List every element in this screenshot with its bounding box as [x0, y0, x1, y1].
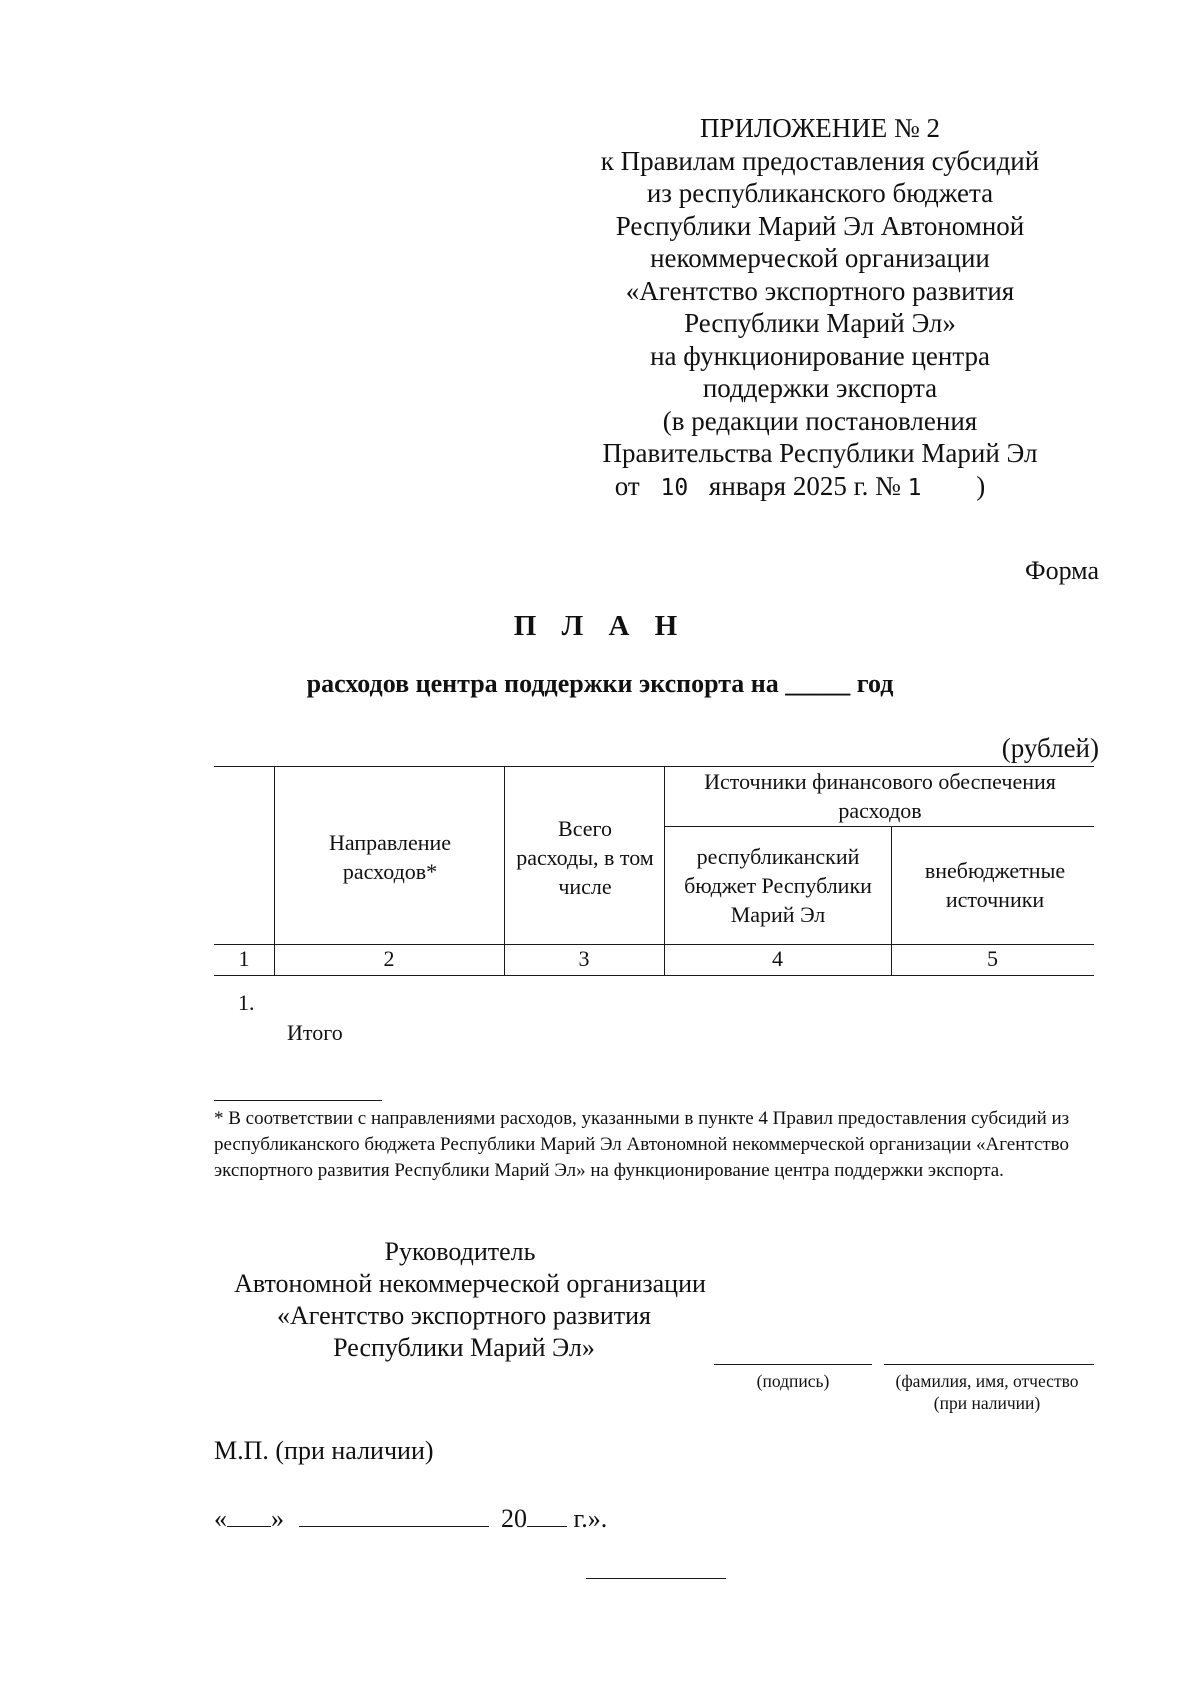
table-row-total-label: Итого: [287, 1020, 343, 1045]
table-numbers-bottom: [214, 975, 1094, 976]
signatory-line: «Агентство экспортного развития: [276, 1301, 652, 1330]
signature-underline: [714, 1364, 872, 1365]
column-number: 1: [238, 946, 250, 971]
name-caption: (фамилия, имя, отчество: [895, 1371, 1079, 1391]
date-prefix: от: [614, 470, 640, 501]
column-number: 2: [383, 946, 395, 971]
closing-rule: [586, 1578, 726, 1579]
form-label: Форма: [1025, 556, 1099, 585]
annex-line: Республики Марий Эл Автономной: [615, 210, 1025, 241]
footnote-separator: [214, 1100, 382, 1101]
annex-line: «Агентство экспортного развития: [625, 275, 1015, 306]
signatory-line: Республики Марий Эл»: [333, 1333, 595, 1362]
header-direction: Направление расходов*: [328, 830, 452, 884]
date-open-quote: «: [214, 1504, 227, 1533]
header-republic-budget: республиканский бюджет Республики Марий Эл: [684, 843, 872, 927]
header-extra-budget: внебюджетные источники: [924, 858, 1066, 912]
annex-date-line: [540, 470, 1060, 505]
annex-line: на функционирование центра: [650, 340, 990, 371]
annex-line: Республики Марий Эл»: [684, 308, 956, 338]
stamp-label: М.П. (при наличии): [214, 1436, 434, 1465]
header-sources: Источники финансового обеспечения расходов: [704, 769, 1056, 823]
signatory-line: Автономной некоммерческой организации: [234, 1269, 706, 1298]
table-row-number: 1.: [238, 990, 255, 1015]
signatory-line: Руководитель: [384, 1237, 536, 1266]
column-number: 5: [987, 946, 998, 971]
date-number: 1: [907, 474, 922, 501]
annex-title: ПРИЛОЖЕНИЕ № 2: [699, 113, 941, 143]
date-line: [214, 1502, 607, 1534]
name-caption-note: (при наличии): [933, 1393, 1041, 1413]
header-total: Всего расходы, в том числе: [516, 815, 654, 899]
column-number: 3: [578, 946, 590, 971]
annex-line: поддержки экспорта: [702, 373, 938, 403]
column-number: 4: [772, 946, 783, 971]
signature-caption: (подпись): [756, 1371, 830, 1391]
year-blank: [527, 1502, 567, 1527]
date-century: 20: [501, 1504, 527, 1533]
month-blank: [299, 1502, 489, 1527]
date-close-quote: »: [271, 1504, 284, 1533]
annex-line: к Правилам предоставления субсидий: [600, 145, 1040, 176]
name-underline: [884, 1364, 1094, 1365]
footnote: * В соответствии с направлениями расходов, указанными в пункте 4 Правил предоставления субсидий из республиканского бюджета Республики Марий Эл Автономной некоммерческой организации «Агентство экспортного развития Республики Марий Эл» на функционирование центра поддержки экспорта.: [214, 1108, 1070, 1181]
page-subtitle: расходов центра поддержки экспорта на _____ год: [306, 669, 894, 698]
annex-line: Правительства Республики Марий Эл: [602, 438, 1038, 468]
annex-header: [560, 112, 1080, 504]
date-year-suffix: г.».: [573, 1504, 608, 1533]
page-title: П Л А Н: [513, 610, 687, 642]
date-close: ): [976, 470, 986, 501]
date-month-year: января 2025 г. №: [708, 470, 901, 501]
signatory-block: [200, 1236, 740, 1364]
annex-line: из республиканского бюджета: [646, 178, 994, 208]
annex-line: некоммерческой организации: [650, 243, 990, 273]
date-day: 10: [660, 474, 689, 501]
annex-line: (в редакции постановления: [662, 405, 978, 436]
units-label: (рублей): [1001, 733, 1099, 763]
day-blank: [227, 1502, 271, 1527]
